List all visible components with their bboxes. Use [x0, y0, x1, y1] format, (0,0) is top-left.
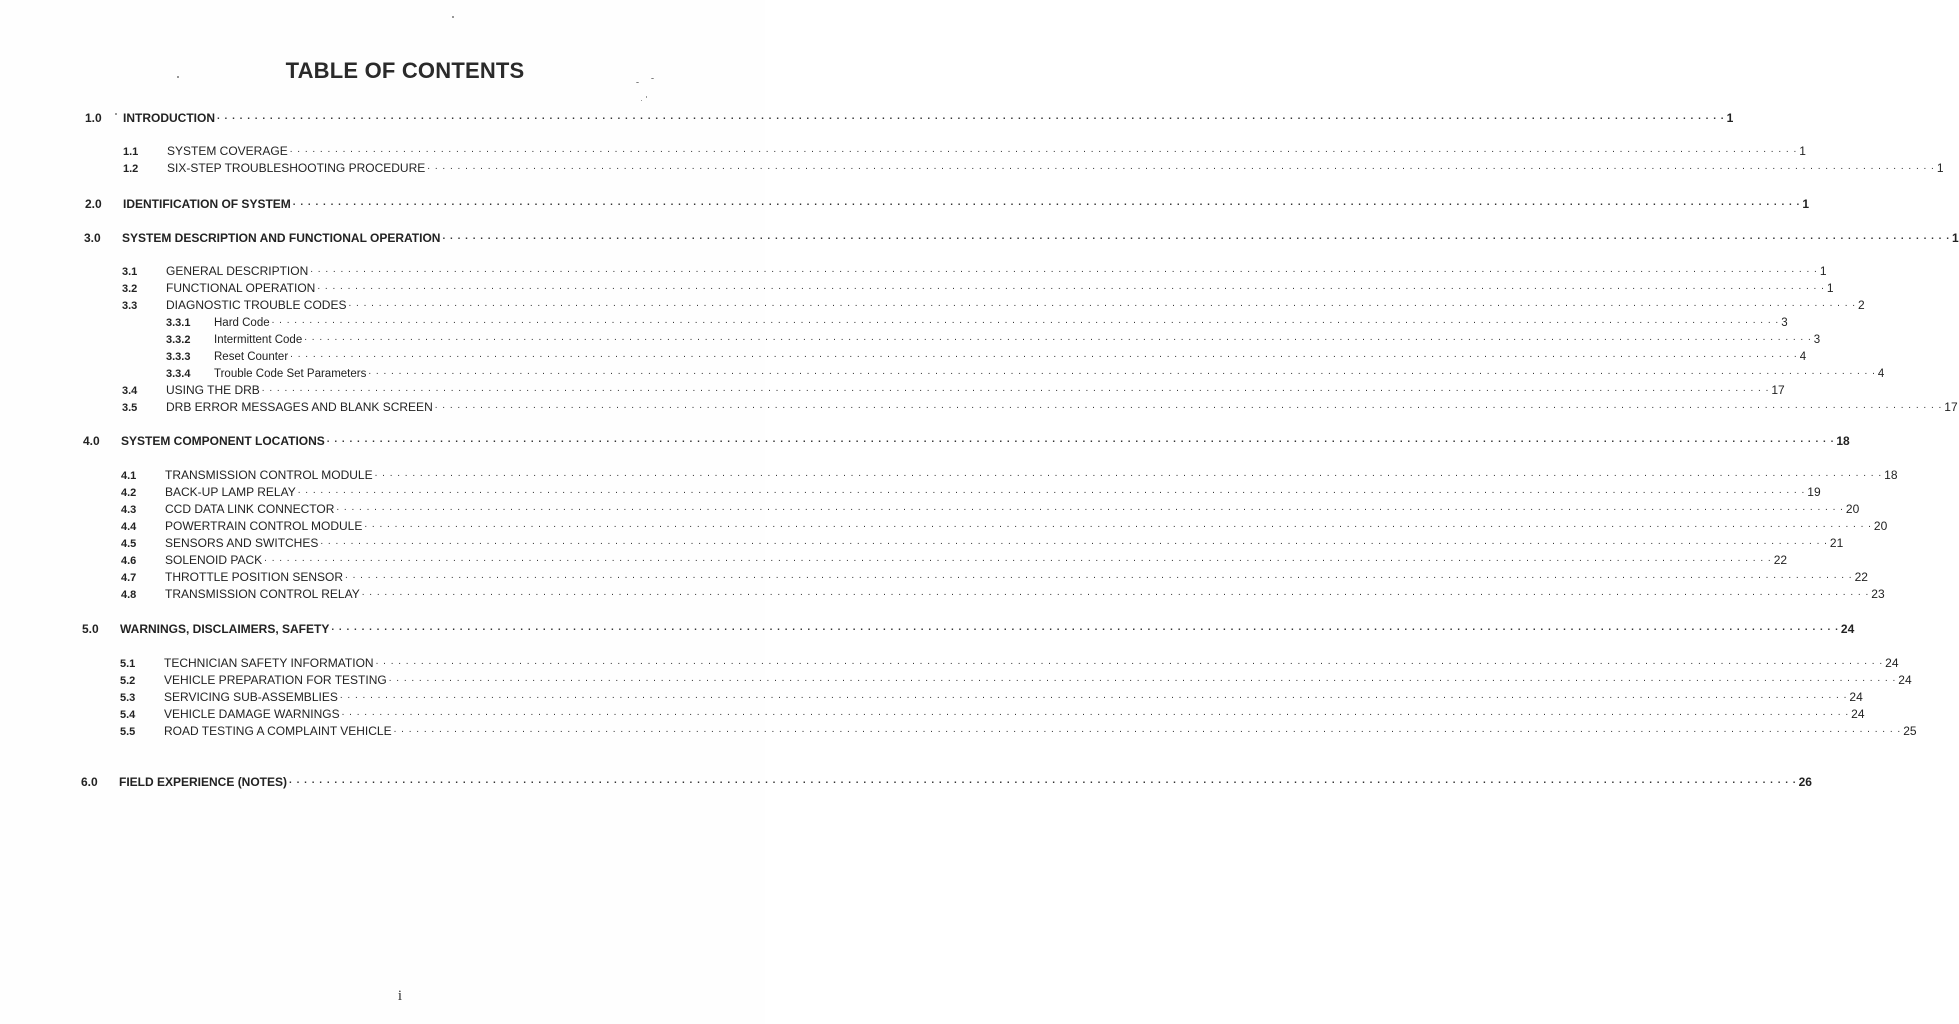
toc-entry: [122, 279, 1834, 295]
section-number: 4.6: [121, 555, 137, 567]
dot-leader: . . . . . . . . . . . . . . . . . . . . . . . . . . . . . . . . . . . . . . . . . . . . . . . . . . . . . . . . . . . . . . . . . . . . . . . . . . . . . . . . . . . . . . . . . . . . . . . . . . . . . . . . . . . . . . . . . . . . . . . . . . . . . . . . . . . . . . . . . . . . . . . . . . . . . . . . . . . . . . . . . . . . . . . . . . . . . . . . . . . . . . . . . . . . . . . . . . . . . . . .: [297, 485, 1806, 496]
toc-entry: [84, 229, 1959, 245]
section-number: 1.2: [123, 163, 139, 175]
dot-leader: . . . . . . . . . . . . . . . . . . . . . . . . . . . . . . . . . . . . . . . . . . . . . . . . . . . . . . . . . . . . . . . . . . . . . . . . . . . . . . . . . . . . . . . . . . . . . . . . . . . . . . . . . . . . . . . . . . . . . . . . . . . . . . . . . . . . . . . . . . . . . . . . . . . . . . . . . . . . . . . . . . . . . . . . . . . . . . . . . . . . . . . . . . . . . . . . . . . . . . . .: [393, 724, 1902, 735]
toc-entry: [122, 381, 1785, 397]
section-title: Trouble Code Set Parameters: [214, 368, 367, 380]
page-number: 23: [1871, 587, 1885, 601]
dot-leader: . . . . . . . . . . . . . . . . . . . . . . . . . . . . . . . . . . . . . . . . . . . . . . . . . . . . . . . . . . . . . . . . . . . . . . . . . . . . . . . . . . . . . . . . . . . . . . . . . . . . . . . . . . . . . . . . . . . . . . . . . . . . . . . . . . . . . . . . . . . . . . . . . . . . . . . . . . . . . . . . . . . . . . . . . . . . . . . . . . . . . . . . . . . . . . . . . . . . . . . .: [341, 707, 1850, 718]
section-title: FUNCTIONAL OPERATION: [166, 281, 316, 295]
dot-leader: . . . . . . . . . . . . . . . . . . . . . . . . . . . . . . . . . . . . . . . . . . . . . . . . . . . . . . . . . . . . . . . . . . . . . . . . . . . . . . . . . . . . . . . . . . . . . . . . . . . . . . . . . . . . . . . . . . . . . . . . . . . . . . . . . . . . . . . . . . . . . . . . . . . . . . . . . . . . . . . . . . . . . . . . . . . . . . . . . . . . . . . . . . . . . . . . . . . . . . . .: [289, 144, 1798, 155]
page-number: 24: [1898, 673, 1912, 687]
section-title: DRB ERROR MESSAGES AND BLANK SCREEN: [166, 400, 433, 414]
section-title: WARNINGS, DISCLAIMERS, SAFETY: [120, 622, 330, 636]
dot-leader: . . . . . . . . . . . . . . . . . . . . . . . . . . . . . . . . . . . . . . . . . . . . . . . . . . . . . . . . . . . . . . . . . . . . . . . . . . . . . . . . . . . . . . . . . . . . . . . . . . . . . . . . . . . . . . . . . . . . . . . . . . . . . . . . . . . . . . . . . . . . . . . . . . . . . . . . . . . . . . . . . . . . . . . . . . . . . . . . . . . . . . . . . . . . . . . . . . . . . . . .: [310, 264, 1818, 275]
dot-leader: . . . . . . . . . . . . . . . . . . . . . . . . . . . . . . . . . . . . . . . . . . . . . . . . . . . . . . . . . . . . . . . . . . . . . . . . . . . . . . . . . . . . . . . . . . . . . . . . . . . . . . . . . . . . . . . . . . . . . . . . . . . . . . . . . . . . . . . . . . . . . . . . . . . . . . . . . . . . . . . . . . . . . . . . . . . . . . . . . . . . . . . . . . . . . . . . . . . . . . . .: [336, 502, 1844, 513]
page-number: 24: [1885, 656, 1899, 670]
page-number: 4: [1799, 351, 1807, 363]
section-number: 4.4: [121, 521, 137, 533]
scan-speck: [651, 78, 654, 79]
section-number: 4.2: [121, 487, 137, 499]
page-number: 3: [1781, 317, 1788, 329]
section-title: THROTTLE POSITION SENSOR: [165, 570, 344, 584]
toc-entry: [121, 483, 1821, 499]
page-number: 22: [1854, 570, 1868, 584]
toc-entry: [121, 517, 1888, 533]
dot-leader: . . . . . . . . . . . . . . . . . . . . . . . . . . . . . . . . . . . . . . . . . . . . . . . . . . . . . . . . . . . . . . . . . . . . . . . . . . . . . . . . . . . . . . . . . . . . . . . . . . . . . . . . . . . . . . . . . . . . . . . . . . . . . . . . . . . . . . . . . . . . . . . . . . . . . . . . . . . . . . . . . . . . . . . . . . . . . . . . . . . . . . . . . . . . . . . . . . . . . . . .: [289, 775, 1797, 786]
section-number: 4.8: [121, 589, 137, 601]
section-number: 4.3: [121, 504, 137, 516]
page-footer-number: i: [397, 988, 403, 1004]
scan-speck: [636, 82, 639, 83]
section-number: 5.0: [82, 622, 99, 636]
section-title: IDENTIFICATION OF SYSTEM: [123, 197, 291, 211]
section-number: 2.0: [85, 197, 102, 211]
toc-entry: [83, 432, 1850, 448]
toc-entry: [121, 466, 1898, 482]
section-number: 6.0: [81, 775, 98, 789]
dot-leader: . . . . . . . . . . . . . . . . . . . . . . . . . . . . . . . . . . . . . . . . . . . . . . . . . . . . . . . . . . . . . . . . . . . . . . . . . . . . . . . . . . . . . . . . . . . . . . . . . . . . . . . . . . . . . . . . . . . . . . . . . . . . . . . . . . . . . . . . . . . . . . . . . . . . . . . . . . . . . . . . . . . . . . . . . . . . . . . . . . . . . . . . . . . . . . . . . . . . . . . .: [264, 553, 1772, 564]
page-number: 1: [1952, 231, 1959, 245]
section-title: VEHICLE PREPARATION FOR TESTING: [164, 673, 387, 687]
section-title: SIX-STEP TROUBLESHOOTING PROCEDURE: [167, 161, 426, 175]
dot-leader: . . . . . . . . . . . . . . . . . . . . . . . . . . . . . . . . . . . . . . . . . . . . . . . . . . . . . . . . . . . . . . . . . . . . . . . . . . . . . . . . . . . . . . . . . . . . . . . . . . . . . . . . . . . . . . . . . . . . . . . . . . . . . . . . . . . . . . . . . . . . . . . . . . . . . . . . . . . . . . . . . . . . . . . . . . . . . . . . . . . . . . . . . . . . . . . . . . . . . . . .: [271, 315, 1780, 326]
section-number: 5.3: [120, 692, 136, 704]
section-number: 3.3.4: [166, 368, 191, 380]
toc-entry: [120, 671, 1912, 687]
section-number: 3.3.1: [166, 317, 191, 329]
page-number: 17: [1771, 383, 1785, 397]
page-number: 26: [1798, 775, 1812, 789]
dot-leader: . . . . . . . . . . . . . . . . . . . . . . . . . . . . . . . . . . . . . . . . . . . . . . . . . . . . . . . . . . . . . . . . . . . . . . . . . . . . . . . . . . . . . . . . . . . . . . . . . . . . . . . . . . . . . . . . . . . . . . . . . . . . . . . . . . . . . . . . . . . . . . . . . . . . . . . . . . . . . . . . . . . . . . . . . . . . . . . . . . . . . . . . . . . . . . . . . . . . . . . .: [304, 332, 1812, 343]
page-number: 2: [1858, 298, 1865, 312]
section-number: 3.0: [84, 231, 101, 245]
toc-entry: [120, 688, 1863, 704]
section-title: SYSTEM COVERAGE: [167, 144, 288, 158]
section-number: 3.1: [122, 266, 138, 278]
toc-entry: [85, 195, 1810, 211]
section-number: 1.1: [123, 146, 139, 158]
dot-leader: . . . . . . . . . . . . . . . . . . . . . . . . . . . . . . . . . . . . . . . . . . . . . . . . . . . . . . . . . . . . . . . . . . . . . . . . . . . . . . . . . . . . . . . . . . . . . . . . . . . . . . . . . . . . . . . . . . . . . . . . . . . . . . . . . . . . . . . . . . . . . . . . . . . . . . . . . . . . . . . . . . . . . . . . . . . . . . . . . . . . . . . . . . . . . . . . . . . . . . . .: [348, 298, 1857, 309]
toc-entry: [123, 159, 1944, 175]
section-title: SENSORS AND SWITCHES: [165, 536, 319, 550]
section-title: TECHNICIAN SAFETY INFORMATION: [164, 656, 374, 670]
section-title: BACK-UP LAMP RELAY: [165, 485, 296, 499]
section-title: GENERAL DESCRIPTION: [166, 264, 309, 278]
page-title: TABLE OF CONTENTS: [285, 58, 525, 83]
section-number: 1.0: [85, 111, 102, 125]
section-number: 3.3.2: [166, 334, 191, 346]
toc-entry: [82, 620, 1855, 636]
section-title: DIAGNOSTIC TROUBLE CODES: [166, 298, 347, 312]
dot-leader: . . . . . . . . . . . . . . . . . . . . . . . . . . . . . . . . . . . . . . . . . . . . . . . . . . . . . . . . . . . . . . . . . . . . . . . . . . . . . . . . . . . . . . . . . . . . . . . . . . . . . . . . . . . . . . . . . . . . . . . . . . . . . . . . . . . . . . . . . . . . . . . . . . . . . . . . . . . . . . . . . . . . . . . . . . . . . . . . . . . . . . . . . . . . . . . . . . . . . . . .: [261, 383, 1770, 394]
section-title: VEHICLE DAMAGE WARNINGS: [164, 707, 340, 721]
dot-leader: . . . . . . . . . . . . . . . . . . . . . . . . . . . . . . . . . . . . . . . . . . . . . . . . . . . . . . . . . . . . . . . . . . . . . . . . . . . . . . . . . . . . . . . . . . . . . . . . . . . . . . . . . . . . . . . . . . . . . . . . . . . . . . . . . . . . . . . . . . . . . . . . . . . . . . . . . . . . . . . . . . . . . . . . . . . . . . . . . . . . . . . . . . . . . . . . . . . . . . . .: [290, 349, 1798, 360]
section-title: USING THE DRB: [166, 383, 260, 397]
dot-leader: . . . . . . . . . . . . . . . . . . . . . . . . . . . . . . . . . . . . . . . . . . . . . . . . . . . . . . . . . . . . . . . . . . . . . . . . . . . . . . . . . . . . . . . . . . . . . . . . . . . . . . . . . . . . . . . . . . . . . . . . . . . . . . . . . . . . . . . . . . . . . . . . . . . . . . . . . . . . . . . . . . . . . . . . . . . . . . . . . . . . . . . . . . . . . . . . . . . . . . . .: [364, 519, 1872, 530]
toc-entry: [122, 296, 1865, 312]
section-number: 3.3: [122, 300, 138, 312]
dot-leader: . . . . . . . . . . . . . . . . . . . . . . . . . . . . . . . . . . . . . . . . . . . . . . . . . . . . . . . . . . . . . . . . . . . . . . . . . . . . . . . . . . . . . . . . . . . . . . . . . . . . . . . . . . . . . . . . . . . . . . . . . . . . . . . . . . . . . . . . . . . . . . . . . . . . . . . . . . . . . . . . . . . . . . . . . . . . . . . . . . . . . . . . . . . . . . . . . . . . . . . .: [331, 622, 1839, 633]
toc-entry: [122, 398, 1958, 414]
section-title: ROAD TESTING A COMPLAINT VEHICLE: [164, 724, 392, 738]
toc-entry: [81, 773, 1812, 789]
section-number: 3.3.3: [166, 351, 191, 363]
page-number: 1: [1802, 197, 1810, 211]
section-title: FIELD EXPERIENCE (NOTES): [119, 775, 288, 789]
scan-speck: [115, 113, 117, 115]
toc-entry: [166, 364, 1885, 380]
section-number: 5.5: [120, 726, 136, 738]
dot-leader: . . . . . . . . . . . . . . . . . . . . . . . . . . . . . . . . . . . . . . . . . . . . . . . . . . . . . . . . . . . . . . . . . . . . . . . . . . . . . . . . . . . . . . . . . . . . . . . . . . . . . . . . . . . . . . . . . . . . . . . . . . . . . . . . . . . . . . . . . . . . . . . . . . . . . . . . . . . . . . . . . . . . . . . . . . . . . . . . . . . . . . . . . . . . . . . . . . . . . . . .: [339, 690, 1848, 701]
toc-entry: [121, 500, 1860, 516]
dot-leader: . . . . . . . . . . . . . . . . . . . . . . . . . . . . . . . . . . . . . . . . . . . . . . . . . . . . . . . . . . . . . . . . . . . . . . . . . . . . . . . . . . . . . . . . . . . . . . . . . . . . . . . . . . . . . . . . . . . . . . . . . . . . . . . . . . . . . . . . . . . . . . . . . . . . . . . . . . . . . . . . . . . . . . . . . . . . . . . . . . . . . . . . . . . . . . . . . . . . . . . .: [374, 468, 1883, 479]
section-number: 3.5: [122, 402, 138, 414]
page-number: 19: [1807, 485, 1821, 499]
section-title: POWERTRAIN CONTROL MODULE: [165, 519, 363, 533]
dot-leader: . . . . . . . . . . . . . . . . . . . . . . . . . . . . . . . . . . . . . . . . . . . . . . . . . . . . . . . . . . . . . . . . . . . . . . . . . . . . . . . . . . . . . . . . . . . . . . . . . . . . . . . . . . . . . . . . . . . . . . . . . . . . . . . . . . . . . . . . . . . . . . . . . . . . . . . . . . . . . . . . . . . . . . . . . . . . . . . . . . . . . . . . . . . . . . . . . . . . . . . .: [217, 111, 1725, 122]
toc-entry: [121, 534, 1844, 550]
toc-entry: [85, 109, 1734, 125]
page-number: 18: [1884, 468, 1898, 482]
section-title: CCD DATA LINK CONNECTOR: [165, 502, 335, 516]
dot-leader: . . . . . . . . . . . . . . . . . . . . . . . . . . . . . . . . . . . . . . . . . . . . . . . . . . . . . . . . . . . . . . . . . . . . . . . . . . . . . . . . . . . . . . . . . . . . . . . . . . . . . . . . . . . . . . . . . . . . . . . . . . . . . . . . . . . . . . . . . . . . . . . . . . . . . . . . . . . . . . . . . . . . . . . . . . . . . . . . . . . . . . . . . . . . . . . . . . . . . . . .: [320, 536, 1828, 547]
page-number: 3: [1813, 334, 1821, 346]
toc-entry: [120, 705, 1865, 721]
section-title: SYSTEM DESCRIPTION AND FUNCTIONAL OPERATION: [122, 231, 441, 245]
page-number: 1: [1819, 264, 1827, 278]
page-number: 24: [1851, 707, 1865, 721]
dot-leader: . . . . . . . . . . . . . . . . . . . . . . . . . . . . . . . . . . . . . . . . . . . . . . . . . . . . . . . . . . . . . . . . . . . . . . . . . . . . . . . . . . . . . . . . . . . . . . . . . . . . . . . . . . . . . . . . . . . . . . . . . . . . . . . . . . . . . . . . . . . . . . . . . . . . . . . . . . . . . . . . . . . . . . . . . . . . . . . . . . . . . . . . . . . . . . . . . . . . . . . .: [361, 587, 1870, 598]
toc-entry: [166, 313, 1788, 329]
page-number: 4: [1877, 368, 1885, 380]
scan-speck: [452, 16, 454, 18]
page-number: 22: [1773, 553, 1788, 567]
section-number: 4.7: [121, 572, 137, 584]
dot-leader: . . . . . . . . . . . . . . . . . . . . . . . . . . . . . . . . . . . . . . . . . . . . . . . . . . . . . . . . . . . . . . . . . . . . . . . . . . . . . . . . . . . . . . . . . . . . . . . . . . . . . . . . . . . . . . . . . . . . . . . . . . . . . . . . . . . . . . . . . . . . . . . . . . . . . . . . . . . . . . . . . . . . . . . . . . . . . . . . . . . . . . . . . . . . . . . . . . . . . . . .: [442, 231, 1951, 242]
page-number: 24: [1849, 690, 1863, 704]
toc-entry: [122, 262, 1827, 278]
dot-leader: . . . . . . . . . . . . . . . . . . . . . . . . . . . . . . . . . . . . . . . . . . . . . . . . . . . . . . . . . . . . . . . . . . . . . . . . . . . . . . . . . . . . . . . . . . . . . . . . . . . . . . . . . . . . . . . . . . . . . . . . . . . . . . . . . . . . . . . . . . . . . . . . . . . . . . . . . . . . . . . . . . . . . . . . . . . . . . . . . . . . . . . . . . . . . . . . . . . . . . . .: [326, 434, 1835, 445]
page-number: 1: [1799, 144, 1806, 158]
scan-speck: [177, 76, 179, 78]
dot-leader: . . . . . . . . . . . . . . . . . . . . . . . . . . . . . . . . . . . . . . . . . . . . . . . . . . . . . . . . . . . . . . . . . . . . . . . . . . . . . . . . . . . . . . . . . . . . . . . . . . . . . . . . . . . . . . . . . . . . . . . . . . . . . . . . . . . . . . . . . . . . . . . . . . . . . . . . . . . . . . . . . . . . . . . . . . . . . . . . . . . . . . . . . . . . . . . . . . . . . . . .: [317, 281, 1825, 292]
section-number: 3.4: [122, 385, 138, 397]
toc-entry: [121, 551, 1788, 567]
page-number: 20: [1873, 519, 1888, 533]
toc-entry: [121, 568, 1868, 584]
page-number: 24: [1840, 622, 1855, 636]
section-title: SERVICING SUB-ASSEMBLIES: [164, 690, 338, 704]
page-number: 1: [1936, 161, 1944, 175]
section-number: 5.2: [120, 675, 136, 687]
scan-speck: [646, 96, 647, 98]
section-number: 4.1: [121, 470, 137, 482]
page-number: 1: [1826, 281, 1834, 295]
page-number: 1: [1726, 111, 1734, 125]
section-title: Hard Code: [214, 317, 270, 329]
dot-leader: . . . . . . . . . . . . . . . . . . . . . . . . . . . . . . . . . . . . . . . . . . . . . . . . . . . . . . . . . . . . . . . . . . . . . . . . . . . . . . . . . . . . . . . . . . . . . . . . . . . . . . . . . . . . . . . . . . . . . . . . . . . . . . . . . . . . . . . . . . . . . . . . . . . . . . . . . . . . . . . . . . . . . . . . . . . . . . . . . . . . . . . . . . . . . . . . . . . . . . . .: [375, 656, 1884, 667]
dot-leader: . . . . . . . . . . . . . . . . . . . . . . . . . . . . . . . . . . . . . . . . . . . . . . . . . . . . . . . . . . . . . . . . . . . . . . . . . . . . . . . . . . . . . . . . . . . . . . . . . . . . . . . . . . . . . . . . . . . . . . . . . . . . . . . . . . . . . . . . . . . . . . . . . . . . . . . . . . . . . . . . . . . . . . . . . . . . . . . . . . . . . . . . . . . . . . . . . . . . . . . .: [434, 400, 1943, 411]
section-title: TRANSMISSION CONTROL MODULE: [165, 468, 373, 482]
section-title: SYSTEM COMPONENT LOCATIONS: [121, 434, 325, 448]
section-title: TRANSMISSION CONTROL RELAY: [165, 587, 360, 601]
dot-leader: . . . . . . . . . . . . . . . . . . . . . . . . . . . . . . . . . . . . . . . . . . . . . . . . . . . . . . . . . . . . . . . . . . . . . . . . . . . . . . . . . . . . . . . . . . . . . . . . . . . . . . . . . . . . . . . . . . . . . . . . . . . . . . . . . . . . . . . . . . . . . . . . . . . . . . . . . . . . . . . . . . . . . . . . . . . . . . . . . . . . . . . . . . . . . . . . . . . . . . . .: [345, 570, 1853, 581]
section-title: INTRODUCTION: [123, 111, 215, 125]
toc-entry: [121, 585, 1885, 601]
section-title: Reset Counter: [214, 351, 289, 363]
toc-entry: [166, 330, 1821, 346]
page-number: 21: [1829, 536, 1844, 550]
dot-leader: . . . . . . . . . . . . . . . . . . . . . . . . . . . . . . . . . . . . . . . . . . . . . . . . . . . . . . . . . . . . . . . . . . . . . . . . . . . . . . . . . . . . . . . . . . . . . . . . . . . . . . . . . . . . . . . . . . . . . . . . . . . . . . . . . . . . . . . . . . . . . . . . . . . . . . . . . . . . . . . . . . . . . . . . . . . . . . . . . . . . . . . . . . . . . . . . . . . . . . . .: [368, 366, 1876, 377]
toc-entry: [123, 142, 1806, 158]
page-number: 18: [1836, 434, 1850, 448]
section-number: 5.1: [120, 658, 136, 670]
dot-leader: . . . . . . . . . . . . . . . . . . . . . . . . . . . . . . . . . . . . . . . . . . . . . . . . . . . . . . . . . . . . . . . . . . . . . . . . . . . . . . . . . . . . . . . . . . . . . . . . . . . . . . . . . . . . . . . . . . . . . . . . . . . . . . . . . . . . . . . . . . . . . . . . . . . . . . . . . . . . . . . . . . . . . . . . . . . . . . . . . . . . . . . . . . . . . . . . . . . . . . . .: [388, 673, 1897, 684]
dot-leader: . . . . . . . . . . . . . . . . . . . . . . . . . . . . . . . . . . . . . . . . . . . . . . . . . . . . . . . . . . . . . . . . . . . . . . . . . . . . . . . . . . . . . . . . . . . . . . . . . . . . . . . . . . . . . . . . . . . . . . . . . . . . . . . . . . . . . . . . . . . . . . . . . . . . . . . . . . . . . . . . . . . . . . . . . . . . . . . . . . . . . . . . . . . . . . . . . . . . . . . .: [427, 161, 1935, 172]
page-number: 25: [1903, 724, 1917, 738]
section-title: SOLENOID PACK: [165, 553, 263, 567]
dot-leader: . . . . . . . . . . . . . . . . . . . . . . . . . . . . . . . . . . . . . . . . . . . . . . . . . . . . . . . . . . . . . . . . . . . . . . . . . . . . . . . . . . . . . . . . . . . . . . . . . . . . . . . . . . . . . . . . . . . . . . . . . . . . . . . . . . . . . . . . . . . . . . . . . . . . . . . . . . . . . . . . . . . . . . . . . . . . . . . . . . . . . . . . . . . . . . . . . . . . . . . .: [292, 197, 1801, 208]
toc-entry: [166, 347, 1807, 363]
page-number: 20: [1845, 502, 1860, 516]
section-title: Intermittent Code: [214, 334, 303, 346]
section-number: 4.5: [121, 538, 137, 550]
page-number: 17: [1944, 400, 1958, 414]
toc-entry: [120, 722, 1917, 738]
section-number: 5.4: [120, 709, 136, 721]
toc-entry: [120, 654, 1899, 670]
scan-speck: [641, 100, 642, 101]
section-number: 3.2: [122, 283, 138, 295]
section-number: 4.0: [83, 434, 100, 448]
